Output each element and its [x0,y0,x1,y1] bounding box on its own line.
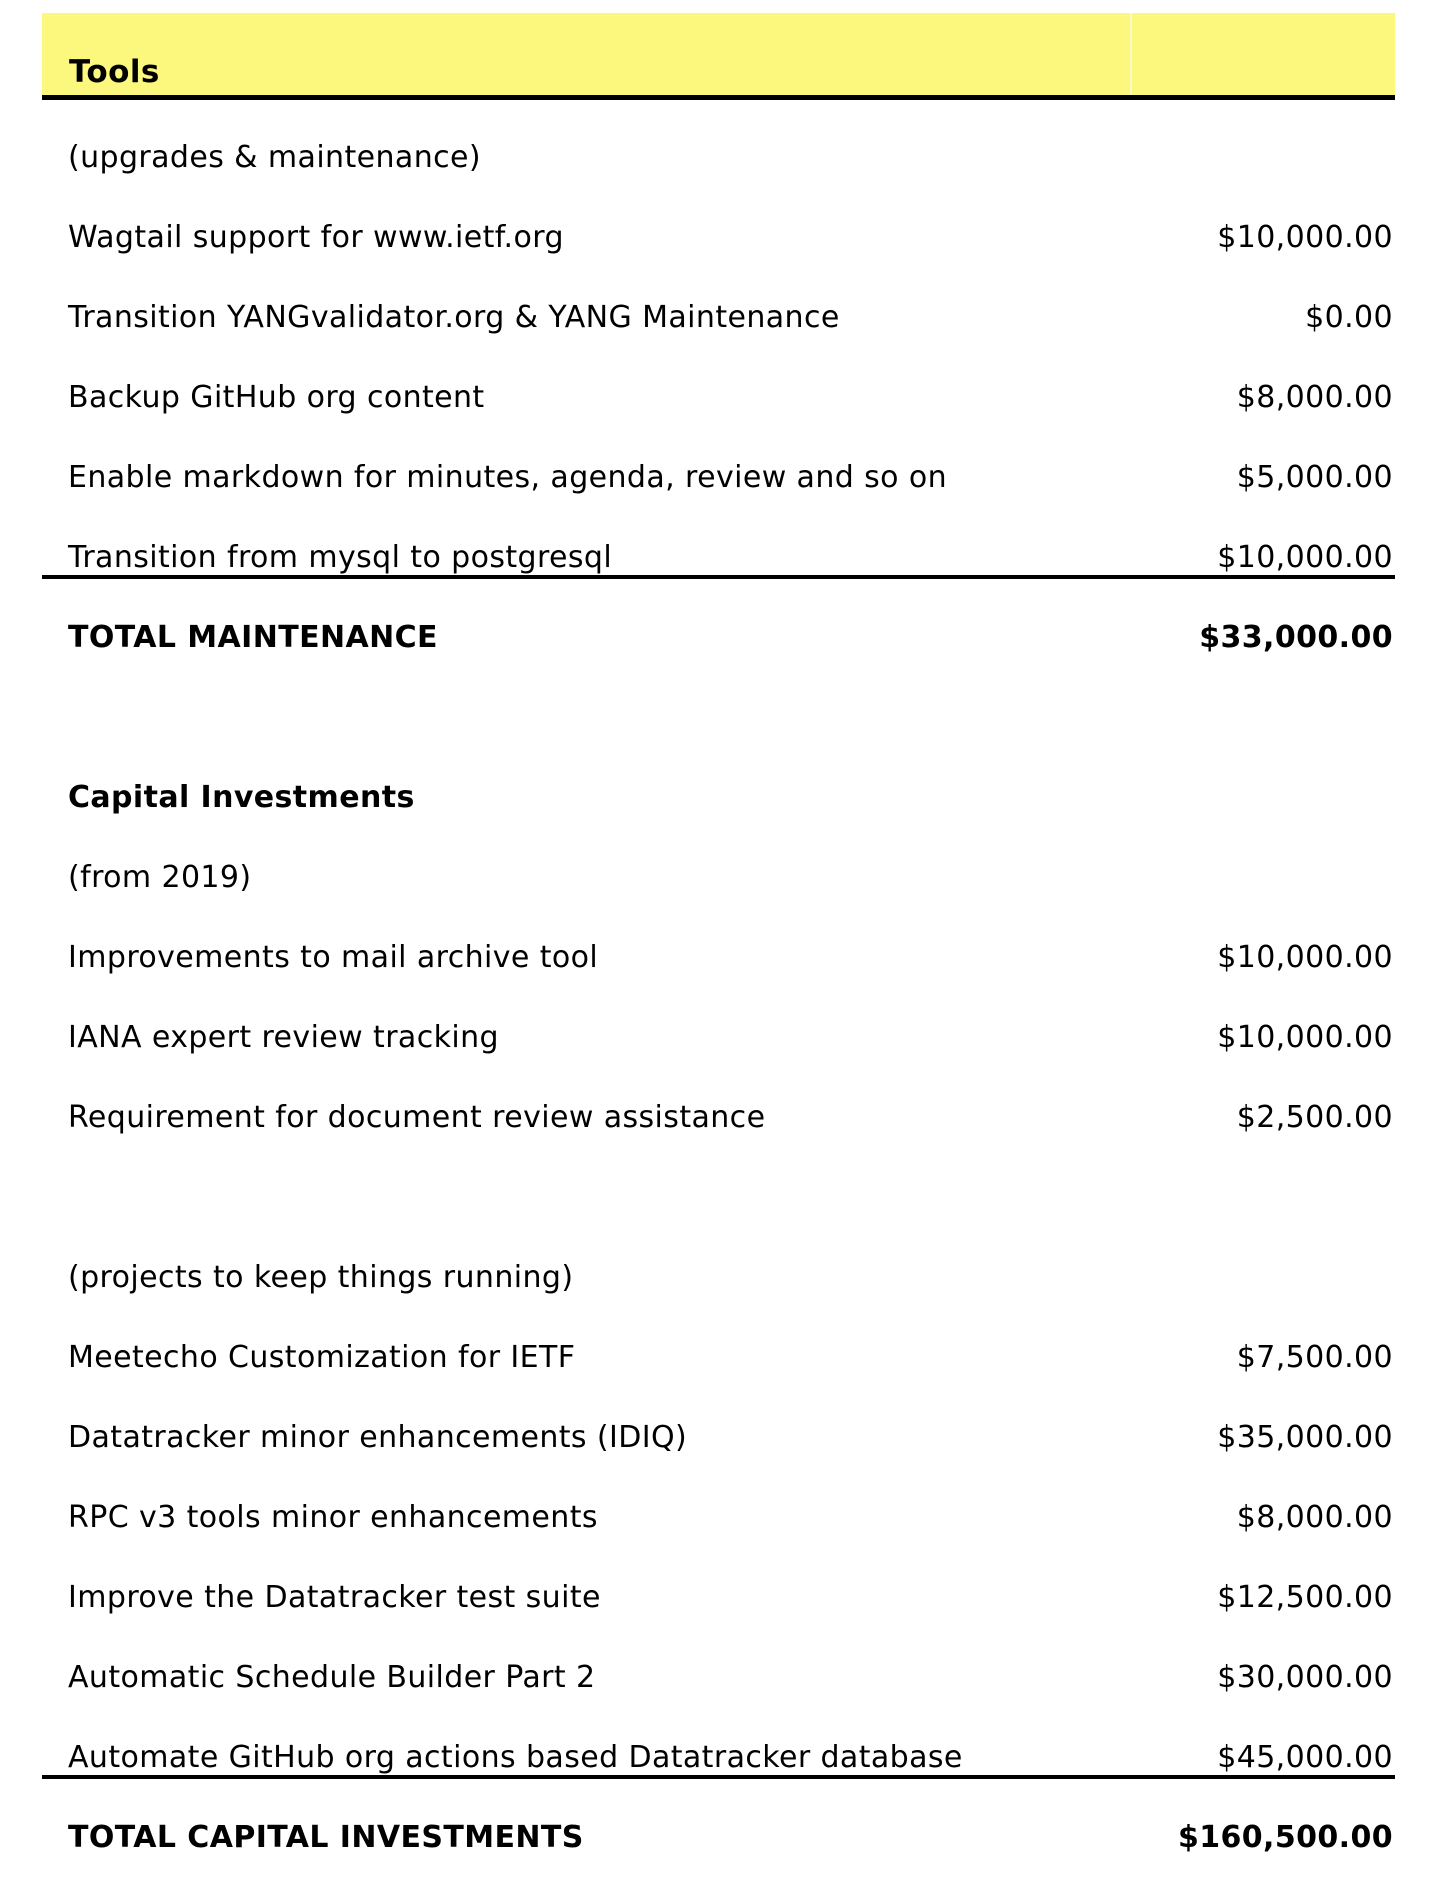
table-row [42,197,1395,277]
item-amount: $8,000.00 [1236,1499,1393,1535]
item-label: Wagtail support for www.ietf.org [68,219,564,255]
item-amount: $2,500.00 [1236,1099,1393,1135]
item-label: RPC v3 tools minor enhancements [68,1499,598,1535]
item-amount: $10,000.00 [1217,219,1393,255]
column-divider [1130,13,1132,95]
subtitle-row-upgrades-maintenance [42,117,1395,197]
tools-header-row [42,13,1395,100]
blank-row [42,1157,1395,1237]
section-title-capital-investments: Capital Investments [68,779,415,815]
total-amount: $160,500.00 [1177,1819,1393,1855]
item-label: Requirement for document review assistance [68,1099,766,1135]
table-row [42,1397,1395,1477]
item-label: IANA expert review tracking [68,1019,499,1055]
total-maintenance-row [42,597,1395,677]
item-amount: $7,500.00 [1236,1339,1393,1375]
item-label: Meetecho Customization for IETF [68,1339,576,1375]
total-amount: $33,000.00 [1199,619,1393,655]
table-row [42,1557,1395,1637]
blank-row [42,677,1395,757]
item-label: Backup GitHub org content [68,379,485,415]
item-label: Datatracker minor enhancements (IDIQ) [68,1419,688,1455]
item-amount: $5,000.00 [1236,459,1393,495]
total-capital-investments-row [42,1797,1395,1877]
item-amount: $10,000.00 [1217,939,1393,975]
item-amount: $35,000.00 [1217,1419,1393,1455]
table-row [42,1077,1395,1157]
subtitle-text: (upgrades & maintenance) [68,139,481,175]
item-amount: $10,000.00 [1217,539,1393,575]
table-row [42,917,1395,997]
item-amount: $8,000.00 [1236,379,1393,415]
item-label: Improve the Datatracker test suite [68,1579,601,1615]
table-row [42,517,1395,597]
section-title-tools: Tools [69,54,160,91]
item-amount: $0.00 [1305,299,1393,335]
table-row [42,1637,1395,1717]
item-amount: $30,000.00 [1217,1659,1393,1695]
table-row [42,997,1395,1077]
table-row [42,357,1395,437]
header-gap [42,100,1395,117]
budget-table [42,13,1395,1877]
item-label: Improvements to mail archive tool [68,939,599,975]
item-label: Transition YANGvalidator.org & YANG Maintenance [68,299,840,335]
item-amount: $10,000.00 [1217,1019,1393,1055]
table-row [42,277,1395,357]
capital-investments-title-row [42,757,1395,837]
total-label: TOTAL MAINTENANCE [68,619,438,655]
item-label: Automate GitHub org actions based Datatracker database [68,1739,963,1775]
total-label: TOTAL CAPITAL INVESTMENTS [68,1819,584,1855]
table-row [42,1477,1395,1557]
item-amount: $45,000.00 [1217,1739,1393,1775]
subtitle-text: (projects to keep things running) [68,1259,574,1295]
item-amount: $12,500.00 [1217,1579,1393,1615]
item-label: Enable markdown for minutes, agenda, review and so on [68,459,948,495]
table-row [42,437,1395,517]
subtitle-row-projects [42,1237,1395,1317]
subtitle-text: (from 2019) [68,859,252,895]
item-label: Transition from mysql to postgresql [68,539,613,575]
table-row [42,1317,1395,1397]
item-label: Automatic Schedule Builder Part 2 [68,1659,596,1695]
table-row [42,1717,1395,1797]
subtitle-row-from-2019 [42,837,1395,917]
